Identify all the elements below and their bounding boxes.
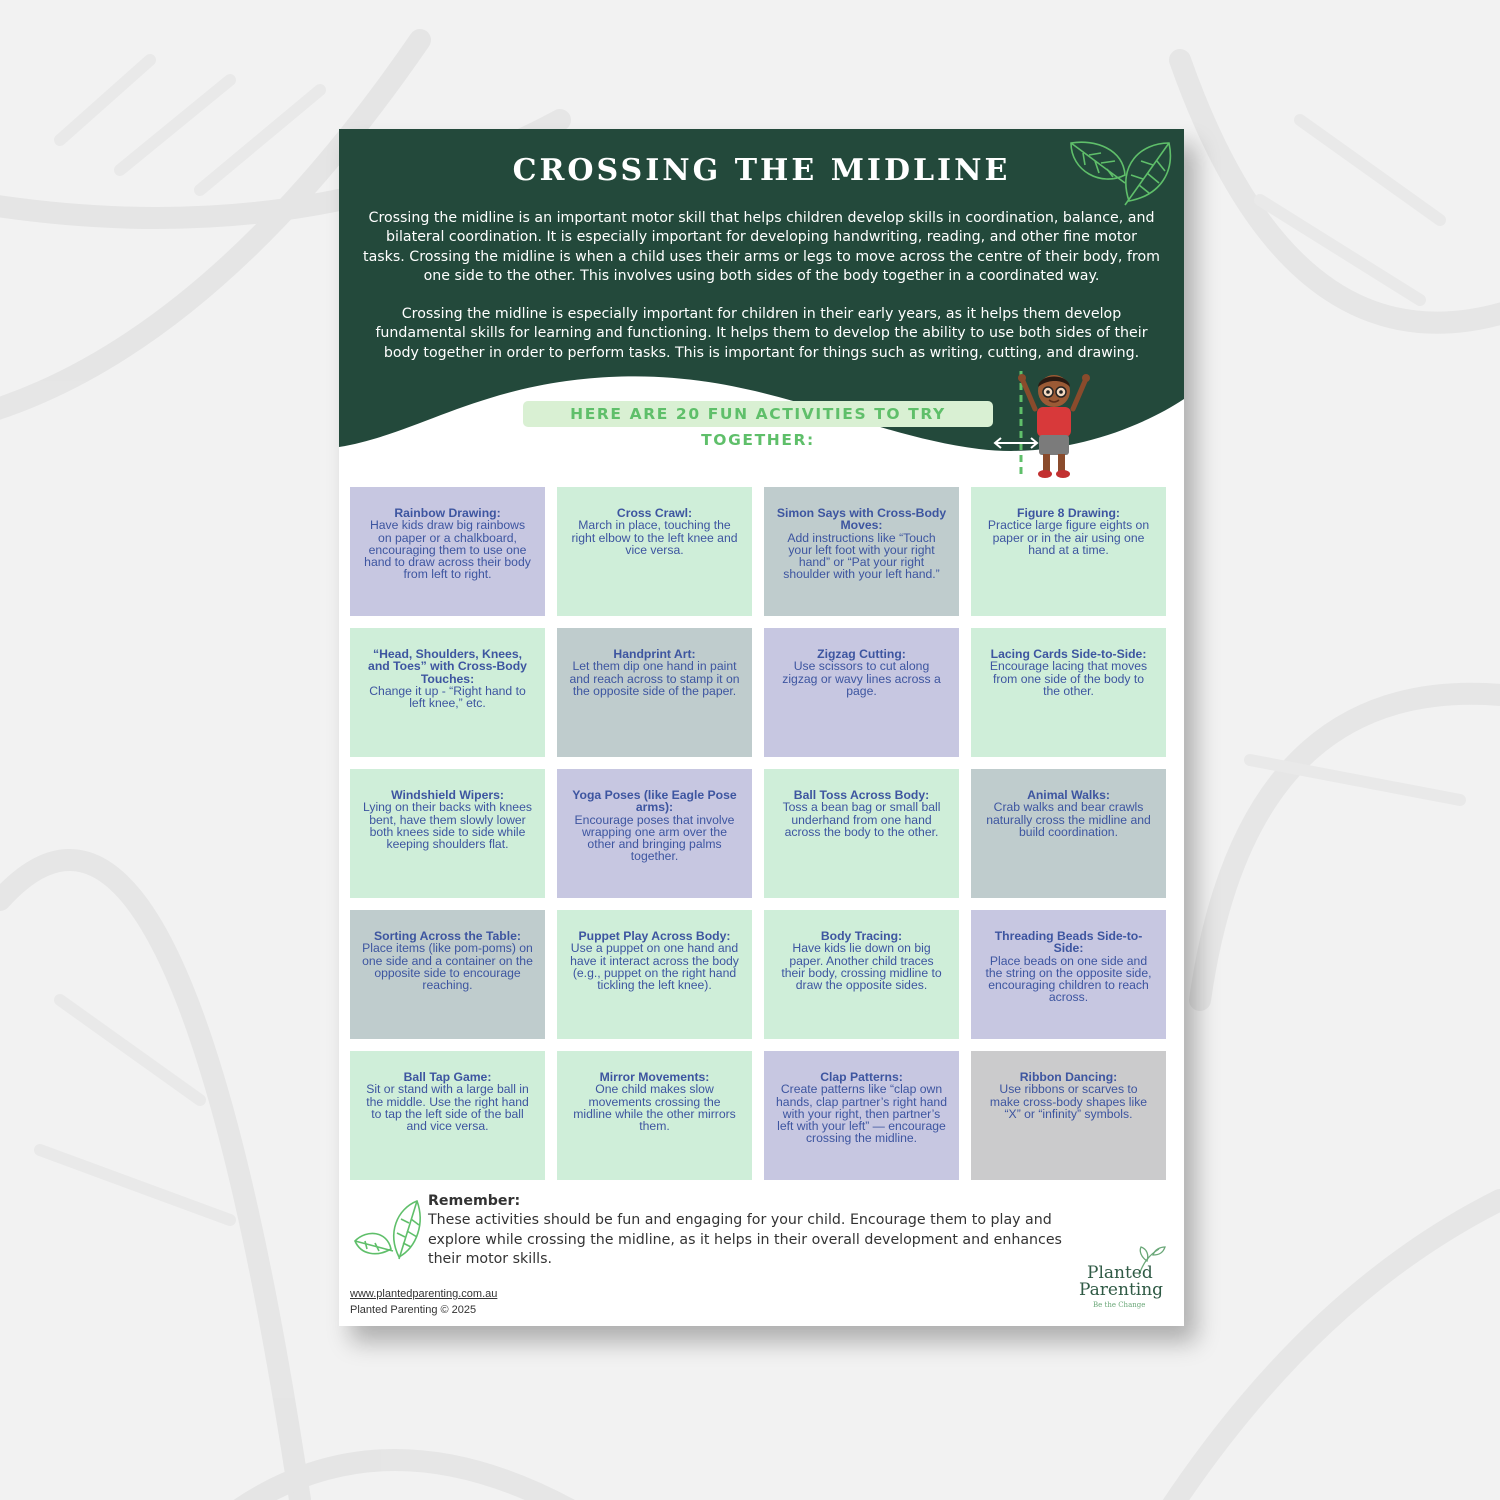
- activity-title: Lacing Cards Side-to-Side:: [990, 647, 1147, 661]
- activity-description: Use scissors to cut along zigzag or wavy lines across a page.: [782, 659, 941, 698]
- activity-description: Encourage lacing that moves from one side of the body to the other.: [989, 659, 1148, 698]
- activity-card: [350, 769, 545, 898]
- activity-description: Let them dip one hand in paint and reach across to stamp it on the opposite side of the paper.: [569, 659, 740, 698]
- activity-description: Practice large figure eights on paper or in the air using one hand at a time.: [987, 518, 1150, 557]
- copyright-text: Planted Parenting © 2025: [350, 1304, 477, 1316]
- activity-card: [557, 910, 752, 1039]
- activity-card: [350, 1051, 545, 1180]
- activity-card: [764, 487, 959, 616]
- activity-title: Puppet Play Across Body:: [578, 929, 731, 943]
- activity-title: Handprint Art:: [613, 647, 696, 661]
- worksheet-page: [339, 129, 1184, 1326]
- activity-description: Place beads on one side and the string on the opposite side, encouraging children to reach across.: [985, 953, 1152, 1005]
- activity-description: Lying on their backs with knees bent, have them slowly lower both knees side to side while keeping shoulders flat.: [363, 800, 532, 852]
- activity-title: Cross Crawl:: [616, 506, 693, 520]
- activity-title: Clap Patterns:: [820, 1070, 903, 1084]
- activity-description: Encourage poses that involve wrapping one arm over the other and bringing palms together.: [574, 812, 735, 864]
- activity-title: Rainbow Drawing:: [394, 506, 501, 520]
- activity-description: Have kids lie down on big paper. Another child traces their body, crossing midline to draw the opposite sides.: [781, 941, 942, 993]
- activity-card: [971, 1051, 1166, 1180]
- activity-description: Toss a bean bag or small ball underhand from one hand across the body to the other.: [782, 800, 941, 839]
- activity-title: “Head, Shoulders, Knees, and Toes” with Cross-Body Touches:: [368, 647, 527, 686]
- activities-grid: [350, 487, 1166, 1180]
- activity-description: One child makes slow movements crossing the midline while the other mirrors them.: [573, 1082, 736, 1134]
- activity-title: Animal Walks:: [1027, 788, 1110, 802]
- activity-description: Place items (like pom-poms) on one side and a container on the opposite side to encourage reaching.: [362, 941, 533, 993]
- intro-paragraph: Crossing the midline is especially important for children in their early years, as it helps them develop fundamental skills for learning and functioning. It helps them to develop the ability to use both sides of their body together in order to perform tasks. This is important for things such as writing, cutting, and drawing.: [375, 306, 1148, 361]
- activity-card: [971, 628, 1166, 757]
- activity-card: [764, 628, 959, 757]
- activity-card: [557, 487, 752, 616]
- page-title: CROSSING THE MIDLINE: [512, 153, 1011, 188]
- activity-description: Sit or stand with a large ball in the middle. Use the right hand to tap the left side of the ball and vice versa.: [366, 1082, 529, 1134]
- leaf-pair-icon: [351, 1197, 425, 1263]
- activity-description: March in place, touching the right elbow to the left knee and vice versa.: [571, 518, 738, 557]
- logo-text: Planted: [1087, 1263, 1153, 1283]
- child-midline-illustration: [989, 365, 1099, 481]
- activity-title: Threading Beads Side-to-Side:: [994, 929, 1143, 956]
- logo-text: Parenting: [1079, 1280, 1164, 1300]
- activity-title: Ball Toss Across Body:: [793, 788, 930, 802]
- activities-banner: HERE ARE 20 FUN ACTIVITIES TO TRY TOGETHER:: [523, 401, 993, 427]
- activity-card: [350, 910, 545, 1039]
- activity-description: Have kids draw big rainbows on paper or a chalkboard, encouraging them to use one hand to draw across their body from left to right.: [364, 518, 531, 582]
- remember-section: [428, 1192, 1078, 1269]
- activity-card: [557, 1051, 752, 1180]
- activity-card: [764, 769, 959, 898]
- intro-paragraph: Crossing the midline is an important motor skill that helps children develop skills in coordination, balance, and bilateral coordination. It is especially important for developing handwriting, reading, and other fine motor tasks. Crossing the midline is when a child uses their arms or legs to move across the centre of their body, from one side to the other. This involves using both sides of the body together in a coordinated way.: [363, 210, 1160, 284]
- activity-card: [764, 1051, 959, 1180]
- activity-card: [764, 910, 959, 1039]
- activity-card: [971, 910, 1166, 1039]
- activity-description: Use ribbons or scarves to make cross-body shapes like “X” or “infinity” symbols.: [989, 1082, 1148, 1121]
- activity-description: Use a puppet on one hand and have it interact across the body (e.g., puppet on the right hand tickling the left knee).: [570, 941, 739, 993]
- activity-title: Ribbon Dancing:: [1019, 1070, 1118, 1084]
- activity-title: Simon Says with Cross-Body Moves:: [776, 506, 947, 533]
- website-link[interactable]: www.plantedparenting.com.au: [350, 1288, 498, 1300]
- activity-card: [971, 769, 1166, 898]
- activity-card: [557, 769, 752, 898]
- intro-text: [363, 209, 1160, 382]
- activity-title: Body Tracing:: [820, 929, 903, 943]
- activity-title: Sorting Across the Table:: [374, 929, 521, 943]
- remember-title: Remember:: [428, 1193, 521, 1209]
- logo-tagline: Be the Change: [1093, 1301, 1146, 1309]
- activity-card: [350, 628, 545, 757]
- planted-parenting-logo: [1073, 1241, 1173, 1313]
- activity-title: Ball Tap Game:: [403, 1070, 492, 1084]
- activity-description: Add instructions like “Touch your left foot with your right hand” or “Pat your right shoulder with your left hand.”: [783, 530, 940, 582]
- activity-description: Crab walks and bear crawls naturally cross the midline and build coordination.: [986, 800, 1151, 839]
- activity-card: [350, 487, 545, 616]
- activity-title: Yoga Poses (like Eagle Pose arms):: [572, 788, 737, 815]
- remember-text: These activities should be fun and engaging for your child. Encourage them to play and explore while crossing the midline, as it helps in their overall development and enhances their motor skills.: [428, 1212, 1062, 1267]
- activity-title: Figure 8 Drawing:: [1017, 506, 1120, 520]
- activity-title: Mirror Movements:: [599, 1070, 710, 1084]
- activity-description: Change it up - “Right hand to left knee,” etc.: [369, 683, 526, 711]
- activity-description: Create patterns like “clap own hands, clap partner’s right hand with your right, then partner’s left with your left” — encourage crossing the midline.: [776, 1082, 947, 1146]
- activity-card: [971, 487, 1166, 616]
- activity-title: Zigzag Cutting:: [817, 647, 906, 661]
- activity-card: [557, 628, 752, 757]
- activity-title: Windshield Wipers:: [391, 788, 504, 802]
